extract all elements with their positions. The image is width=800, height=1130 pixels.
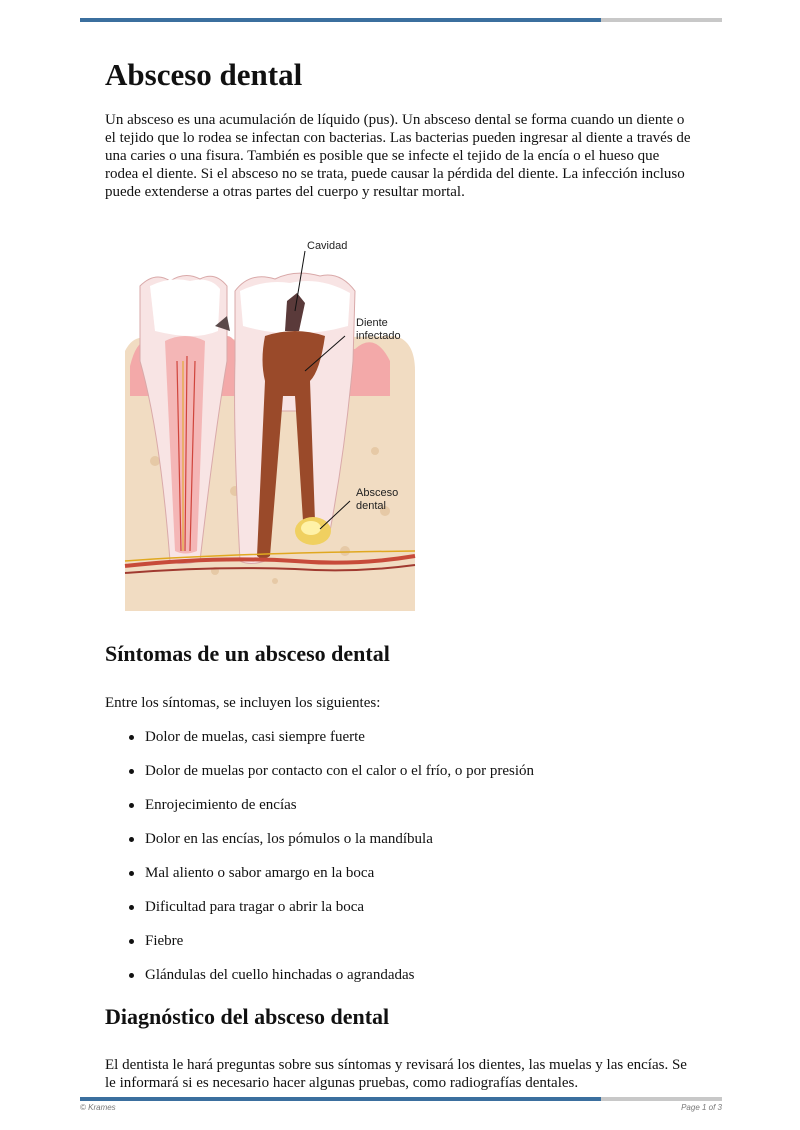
list-item: Enrojecimiento de encías	[127, 796, 695, 814]
list-item: Dolor de muelas por contacto con el calor o el frío, o por presión	[127, 762, 695, 780]
list-item: Glándulas del cuello hinchadas o agrandadas	[127, 966, 695, 984]
list-item: Dolor en las encías, los pómulos o la mandíbula	[127, 830, 695, 848]
list-item: Fiebre	[127, 932, 695, 950]
diagnosis-heading: Diagnóstico del absceso dental	[105, 1003, 390, 1029]
symptoms-intro: Entre los síntomas, se incluyen los siguientes:	[105, 694, 381, 711]
intro-paragraph: Un absceso es una acumulación de líquido (pus). Un absceso dental se forma cuando un diente o el tejido que lo rodea se infectan con bacterias. Las bacterias pueden ingresar al diente a través de una caries o una fisura. También es posible que se infecte el tejido de la encía o el hueso que rodea el diente. Si el absceso no se trata, puede causar la pérdida del diente. La infección incluso puede extenderse a otras partes del cuerpo y resultar mortal.	[105, 112, 691, 201]
page-title: Absceso dental	[105, 57, 303, 92]
bottom-accent-bar	[80, 1097, 722, 1101]
diagnosis-paragraph: El dentista le hará preguntas sobre sus síntomas y revisará los dientes, las muelas y las encías. Se le informará si es necesario hacer algunas pruebas, como radiografías dentales.	[105, 1056, 687, 1091]
footer-copyright: © Krames	[80, 1103, 116, 1112]
label-infected-tooth-line2: infectado	[356, 330, 401, 343]
tooth-abscess-illustration	[115, 231, 435, 621]
label-abscess-line2: dental	[356, 500, 386, 513]
list-item: Dificultad para tragar o abrir la boca	[127, 898, 695, 916]
symptoms-list	[105, 728, 695, 984]
document-body	[105, 56, 695, 1092]
list-item: Dolor de muelas, casi siempre fuerte	[127, 728, 695, 746]
label-abscess-line1: Absceso	[356, 487, 399, 500]
top-accent-bar	[80, 18, 722, 22]
list-item: Mal aliento o sabor amargo en la boca	[127, 864, 695, 882]
label-cavity: Cavidad	[307, 240, 348, 253]
label-infected-tooth-line1: Diente	[356, 317, 388, 330]
symptoms-heading: Síntomas de un absceso dental	[105, 641, 390, 667]
footer-page-number: Page 1 of 3	[681, 1103, 722, 1112]
